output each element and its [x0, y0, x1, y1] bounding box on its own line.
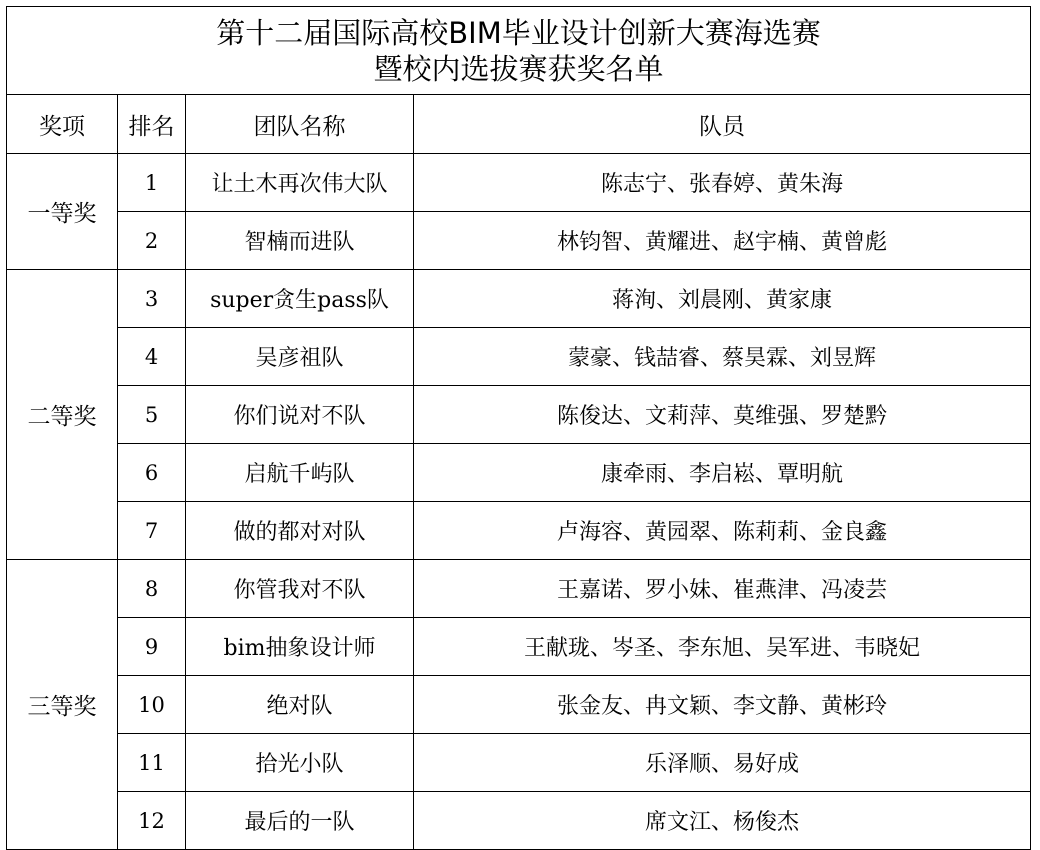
- header-rank: 排名: [118, 95, 186, 154]
- rank-cell: 8: [118, 560, 186, 618]
- rank-cell: 4: [118, 328, 186, 386]
- members-cell: 康牵雨、李启崧、覃明航: [414, 444, 1031, 502]
- award-first: 一等奖: [7, 154, 118, 270]
- team-name-cell: 你们说对不队: [186, 386, 414, 444]
- table-row: [7, 328, 1031, 386]
- members-cell: 卢海容、黄园翠、陈莉莉、金良鑫: [414, 502, 1031, 560]
- team-name-cell: 让土木再次伟大队: [186, 154, 414, 212]
- members-cell: 蒋洵、刘晨刚、黄家康: [414, 270, 1031, 328]
- members-cell: 林钧智、黄耀进、赵宇楠、黄曾彪: [414, 212, 1031, 270]
- title-line-1: 第十二届国际高校BIM毕业设计创新大赛海选赛: [216, 15, 821, 50]
- team-name-cell: 吴彦祖队: [186, 328, 414, 386]
- table-row: [7, 792, 1031, 850]
- table-row: [7, 212, 1031, 270]
- table-row: [7, 676, 1031, 734]
- table-row: [7, 154, 1031, 212]
- table-row: [7, 444, 1031, 502]
- header-row: [7, 95, 1031, 154]
- header-team: 团队名称: [186, 95, 414, 154]
- team-name-cell: 智楠而进队: [186, 212, 414, 270]
- rank-cell: 3: [118, 270, 186, 328]
- table-row: [7, 618, 1031, 676]
- table-row: [7, 386, 1031, 444]
- rank-cell: 9: [118, 618, 186, 676]
- team-name-cell: super贪生pass队: [186, 270, 414, 328]
- header-award: 奖项: [7, 95, 118, 154]
- award-third: 三等奖: [7, 560, 118, 850]
- team-name-cell: 绝对队: [186, 676, 414, 734]
- table-row: [7, 734, 1031, 792]
- members-cell: 席文江、杨俊杰: [414, 792, 1031, 850]
- members-cell: 张金友、冉文颖、李文静、黄彬玲: [414, 676, 1031, 734]
- rank-cell: 7: [118, 502, 186, 560]
- team-name-cell: 最后的一队: [186, 792, 414, 850]
- rank-cell: 10: [118, 676, 186, 734]
- table-row: [7, 560, 1031, 618]
- rank-cell: 2: [118, 212, 186, 270]
- members-cell: 陈志宁、张春婷、黄朱海: [414, 154, 1031, 212]
- rank-cell: 1: [118, 154, 186, 212]
- members-cell: 陈俊达、文莉萍、莫维强、罗楚黔: [414, 386, 1031, 444]
- rank-cell: 5: [118, 386, 186, 444]
- members-cell: 乐泽顺、易好成: [414, 734, 1031, 792]
- rank-cell: 12: [118, 792, 186, 850]
- rank-cell: 6: [118, 444, 186, 502]
- table-row: [7, 502, 1031, 560]
- team-name-cell: 拾光小队: [186, 734, 414, 792]
- document-title: [7, 7, 1031, 95]
- members-cell: 王献珑、岑圣、李东旭、吴军进、韦晓妃: [414, 618, 1031, 676]
- table-row: [7, 270, 1031, 328]
- header-members: 队员: [414, 95, 1031, 154]
- team-name-cell: 你管我对不队: [186, 560, 414, 618]
- award-second: 二等奖: [7, 270, 118, 560]
- members-cell: 王嘉诺、罗小妹、崔燕津、冯凌芸: [414, 560, 1031, 618]
- team-name-cell: 启航千屿队: [186, 444, 414, 502]
- members-cell: 蒙豪、钱喆睿、蔡昊霖、刘昱辉: [414, 328, 1031, 386]
- team-name-cell: bim抽象设计师: [186, 618, 414, 676]
- title-line-2: 暨校内选拔赛获奖名单: [373, 51, 664, 86]
- rank-cell: 11: [118, 734, 186, 792]
- award-list-table: [6, 6, 1031, 850]
- team-name-cell: 做的都对对队: [186, 502, 414, 560]
